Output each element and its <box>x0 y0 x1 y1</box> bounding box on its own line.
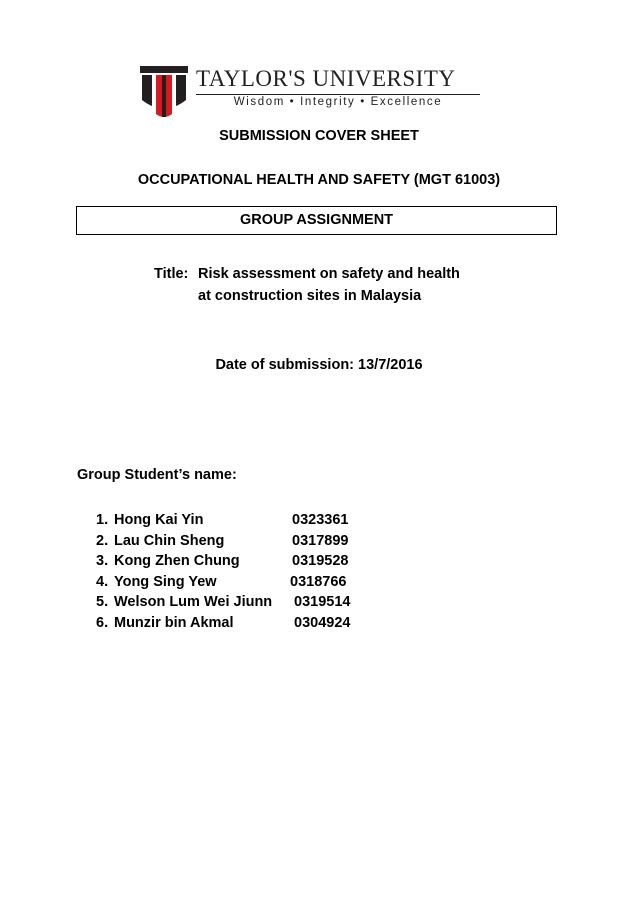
date-label: Date of submission: <box>215 357 355 373</box>
assignment-type-box <box>76 206 557 235</box>
student-number: 4. <box>96 573 109 590</box>
student-number: 5. <box>96 594 109 610</box>
university-name: TAYLOR'S UNIVERSITY <box>196 66 456 91</box>
course-title: OCCUPATIONAL HEALTH AND SAFETY (MGT 61003) <box>137 172 501 188</box>
student-id: 0304924 <box>294 614 351 631</box>
cover-sheet-title: SUBMISSION COVER SHEET <box>219 128 419 144</box>
assignment-title-block <box>154 263 460 307</box>
logo-divider <box>196 94 480 95</box>
title-label: Title: <box>154 266 189 282</box>
students-heading: Group Student’s name: <box>77 467 237 483</box>
university-tagline: Wisdom • Integrity • Excellence <box>233 96 443 108</box>
student-name: Yong Sing Yew <box>114 573 217 590</box>
student-id: 0319528 <box>292 553 349 569</box>
title-text-line1: Risk assessment on safety and health <box>198 266 460 282</box>
student-number: 6. <box>96 614 109 631</box>
student-number: 2. <box>96 532 109 549</box>
student-name: Kong Zhen Chung <box>114 553 240 569</box>
student-name: Welson Lum Wei Jiunn <box>114 594 273 610</box>
student-id: 0317899 <box>292 532 349 549</box>
title-text-line2: at construction sites in Malaysia <box>198 288 422 304</box>
submission-date <box>0 357 638 373</box>
student-number: 3. <box>96 553 109 569</box>
student-id: 0323361 <box>292 512 349 528</box>
university-crest-icon <box>140 66 188 122</box>
university-logo <box>140 66 480 126</box>
date-value: 13/7/2016 <box>358 357 423 373</box>
assignment-type-label: GROUP ASSIGNMENT <box>239 212 394 228</box>
student-id: 0318766 <box>290 573 347 590</box>
student-id: 0319514 <box>294 594 351 610</box>
title-first-line <box>154 263 460 285</box>
student-name: Hong Kai Yin <box>114 512 204 528</box>
student-number: 1. <box>96 512 109 528</box>
student-name: Munzir bin Akmal <box>114 614 234 631</box>
student-name: Lau Chin Sheng <box>114 532 225 549</box>
